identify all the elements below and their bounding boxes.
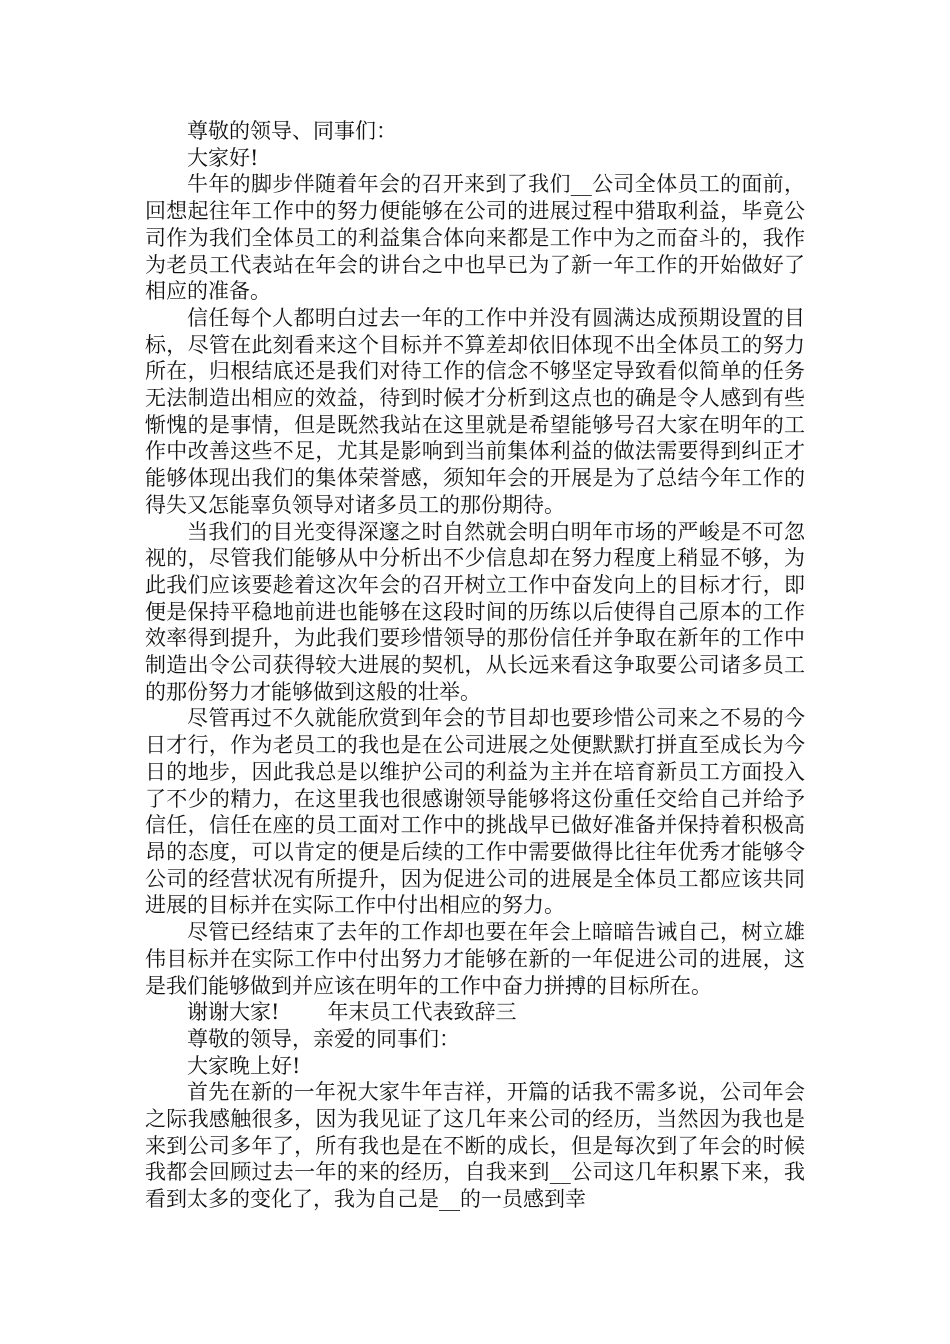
closing-line xyxy=(145,999,805,1026)
paragraph: 尽管已经结束了去年的工作却也要在年会上暗暗告诫自己，树立雄伟目标并在实际工作中付出努力才能够在新的一年促进公司的进展，这是我们能够做到并应该在明年的工作中奋力拼搏的目标所在。 xyxy=(145,920,805,998)
paragraph: 当我们的目光变得深邃之时自然就会明白明年市场的严峻是不可忽视的，尽管我们能够从中分析出不少信息却在努力程度上稍显不够，为此我们应该要趁着这次年会的召开树立工作中奋发向上的目标才行，即便是保持平稳地前进也能够在这段时间的历练以后使得自己原本的工作效率得到提升，为此我们要珍惜领导的那份信任并争取在新年的工作中制造出令公司获得较大进展的契机，从长远来看这争取要公司诸多员工的那份努力才能够做到这般的壮举。 xyxy=(145,519,805,704)
section-title: 年末员工代表致辞三 xyxy=(327,1000,517,1025)
greeting-2: 大家晚上好! xyxy=(187,1053,301,1078)
paragraph: 首先在新的一年祝大家牛年吉祥，开篇的话我不需多说，公司年会之际我感触很多，因为我见证了这几年来公司的经历，当然因为我也是来到公司多年了，所有我也是在不断的成长，但是每次到了年会的时候我都会回顾过去一年的来的经历，自我来到__公司这几年积累下来，我看到太多的变化了，我为自己是__的一员感到幸 xyxy=(145,1080,805,1212)
closing-thanks: 谢谢大家! xyxy=(187,1000,280,1025)
paragraph: 信任每个人都明白过去一年的工作中并没有圆满达成预期设置的目标，尽管在此刻看来这个目标并不算差却依旧体现不出全体员工的努力所在，归根结底还是我们对待工作的信念不够坚定导致看似简单的任务无法制造出相应的效益，待到时候才分析到这点也的确是令人感到有些惭愧的是事情，但是既然我站在这里就是希望能够号召大家在明年的工作中改善这些不足，尤其是影响到当前集体利益的做法需要得到纠正才能够体现出我们的集体荣誉感，须知年会的开展是为了总结今年工作的得失又怎能辜负领导对诸多员工的那份期待。 xyxy=(145,305,805,517)
salutation-1: 尊敬的领导、同事们： xyxy=(187,119,397,143)
greeting-1: 大家好! xyxy=(187,145,259,170)
paragraph: 牛年的脚步伴随着年会的召开来到了我们__公司全体员工的面前，回想起往年工作中的努力便能够在公司的进展过程中猎取利益，毕竟公司作为我们全体员工的利益集合体向来都是工作中为之而奋斗的，我作为老员工代表站在年会的讲台之中也早已为了新一年工作的开始做好了相应的准备。 xyxy=(145,172,805,304)
paragraph: 尽管再过不久就能欣赏到年会的节目却也要珍惜公司来之不易的今日才行，作为老员工的我也是在公司进展之处便默默打拼直至成长为今日的地步，因此我总是以维护公司的利益为主并在培育新员工方面投入了不少的精力，在这里我也很感谢领导能够将这份重任交给自己并给予信任，信任在座的员工面对工作中的挑战早已做好准备并保持着积极高昂的态度，可以肯定的便是后续的工作中需要做得比往年优秀才能够令公司的经营状况有所提升，因为促进公司的进展是全体员工都应该共同进展的目标并在实际工作中付出相应的努力。 xyxy=(145,706,805,918)
document-body xyxy=(145,118,805,1213)
salutation-2: 尊敬的领导，亲爱的同事们： xyxy=(187,1026,460,1051)
